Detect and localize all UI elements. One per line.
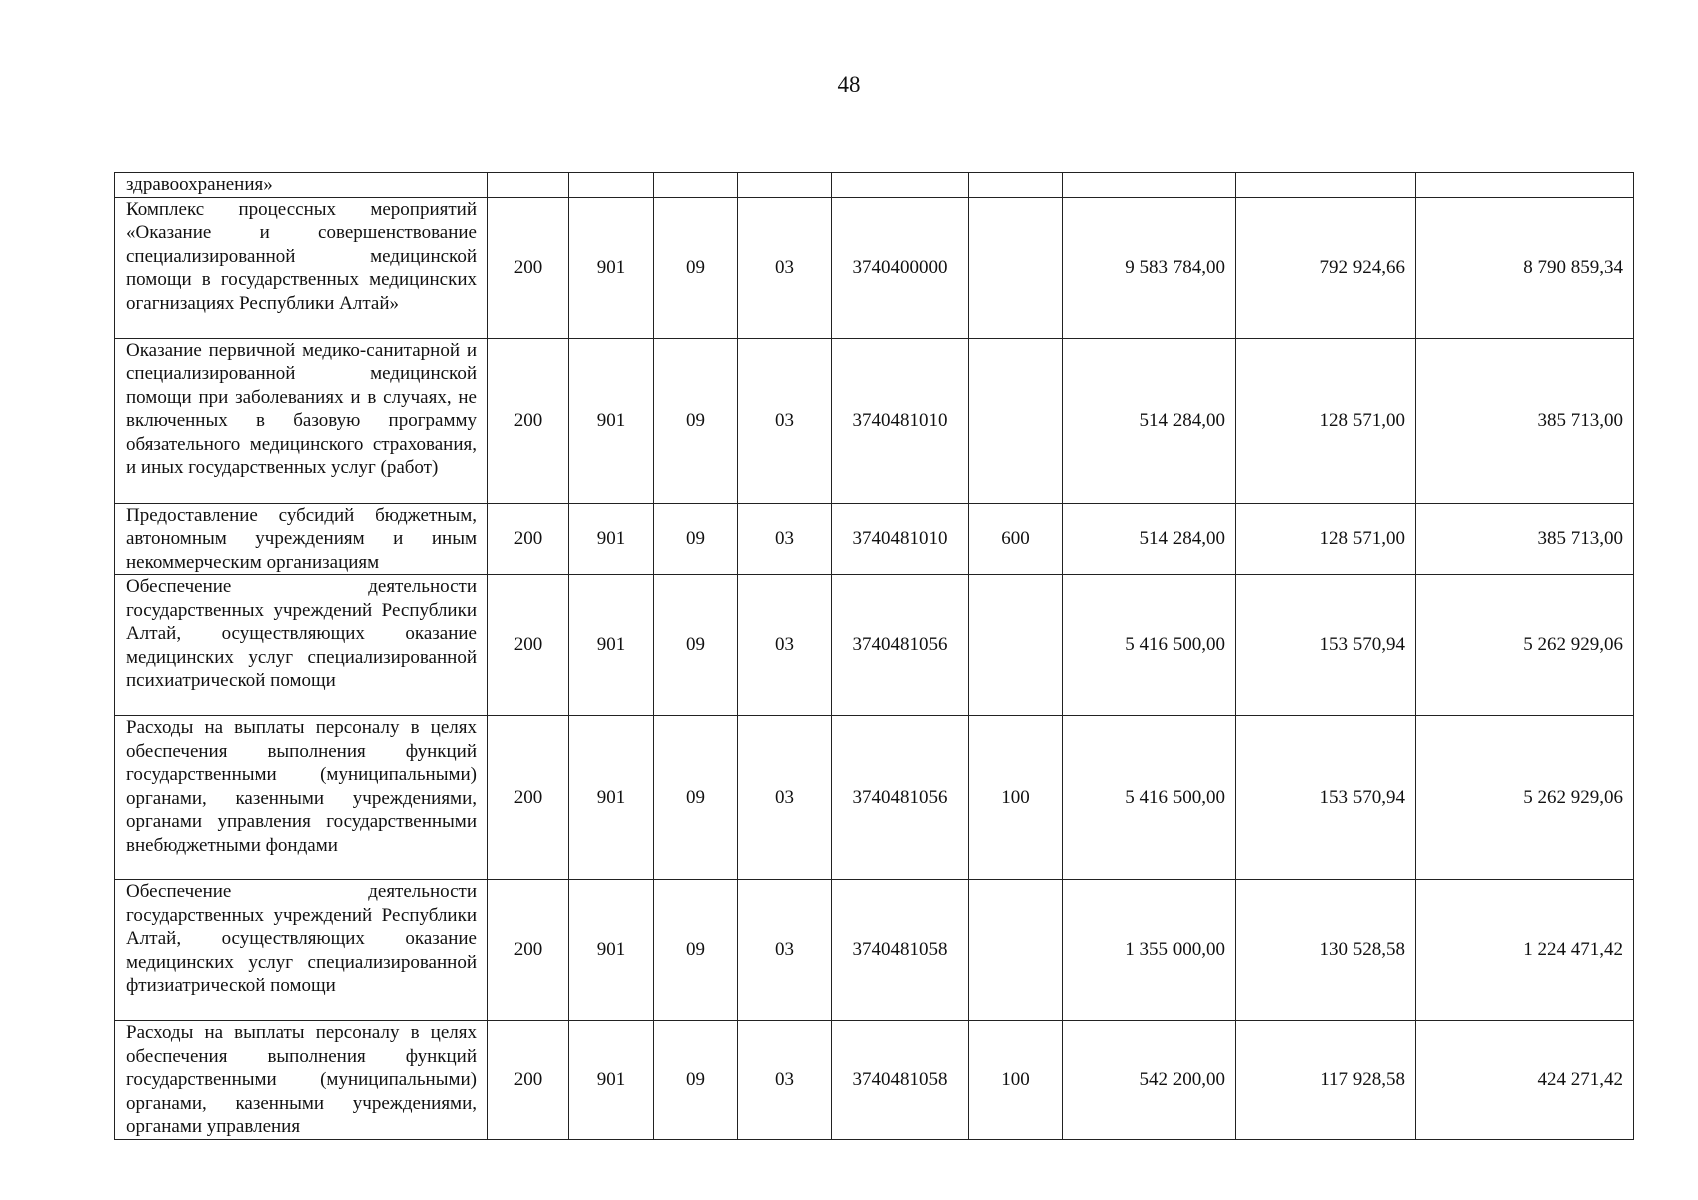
cell-grbs: 901: [569, 880, 654, 1021]
cell-ppp: 200: [488, 1021, 569, 1140]
cell-csr: 3740481058: [832, 880, 969, 1021]
cell-vr: 100: [969, 1021, 1063, 1140]
cell-plan: 5 416 500,00: [1063, 575, 1236, 716]
cell-pr: 03: [738, 503, 832, 575]
cell-rz: 09: [654, 503, 738, 575]
table-row: [115, 1021, 1634, 1140]
table-row: [115, 338, 1634, 503]
cell-plan: [1063, 173, 1236, 198]
cell-grbs: 901: [569, 197, 654, 338]
cell-plan: 514 284,00: [1063, 338, 1236, 503]
cell-pr: 03: [738, 575, 832, 716]
table-row: [115, 197, 1634, 338]
cell-plan: 5 416 500,00: [1063, 716, 1236, 880]
cell-vr: [969, 338, 1063, 503]
cell-csr: 3740481058: [832, 1021, 969, 1140]
cell-executed: 128 571,00: [1236, 338, 1416, 503]
row-description: Обеспечение деятельности государственных учреждений Республики Алтай, осуществляющих оказание медицинских услуг специализированной психиатрической помощи: [115, 575, 488, 716]
cell-remaining: 1 224 471,42: [1416, 880, 1634, 1021]
cell-executed: 153 570,94: [1236, 575, 1416, 716]
cell-csr: 3740481056: [832, 716, 969, 880]
cell-executed: [1236, 173, 1416, 198]
cell-remaining: 385 713,00: [1416, 338, 1634, 503]
cell-grbs: 901: [569, 575, 654, 716]
cell-remaining: 385 713,00: [1416, 503, 1634, 575]
cell-vr: [969, 575, 1063, 716]
cell-ppp: 200: [488, 716, 569, 880]
cell-csr: 3740400000: [832, 197, 969, 338]
row-description: Комплекс процессных мероприятий «Оказание и совершенствование специализированной медицинской помощи в государственных медицинских огагнизациях Республики Алтай»: [115, 197, 488, 338]
cell-plan: 514 284,00: [1063, 503, 1236, 575]
cell-remaining: 424 271,42: [1416, 1021, 1634, 1140]
budget-table: [114, 172, 1634, 1140]
cell-executed: 792 924,66: [1236, 197, 1416, 338]
row-description: Обеспечение деятельности государственных учреждений Республики Алтай, осуществляющих оказание медицинских услуг специализированной фтизиатрической помощи: [115, 880, 488, 1021]
cell-executed: 128 571,00: [1236, 503, 1416, 575]
cell-rz: 09: [654, 197, 738, 338]
cell-grbs: [569, 173, 654, 198]
cell-pr: 03: [738, 716, 832, 880]
cell-pr: 03: [738, 880, 832, 1021]
cell-ppp: 200: [488, 575, 569, 716]
cell-rz: [654, 173, 738, 198]
row-description: Расходы на выплаты персоналу в целях обеспечения выполнения функций государственными (муниципальными) органами, казенными учреждениями, органами управления государственными внебюджетными фондами: [115, 716, 488, 880]
cell-plan: 9 583 784,00: [1063, 197, 1236, 338]
cell-ppp: 200: [488, 197, 569, 338]
row-description: Расходы на выплаты персоналу в целях обеспечения выполнения функций государственными (муниципальными) органами, казенными учреждениями, органами управления: [115, 1021, 488, 1140]
cell-vr: [969, 173, 1063, 198]
cell-ppp: 200: [488, 338, 569, 503]
table-row: [115, 716, 1634, 880]
cell-grbs: 901: [569, 338, 654, 503]
cell-rz: 09: [654, 880, 738, 1021]
page-number: 48: [837, 72, 861, 97]
cell-executed: 117 928,58: [1236, 1021, 1416, 1140]
cell-remaining: 5 262 929,06: [1416, 575, 1634, 716]
cell-executed: 153 570,94: [1236, 716, 1416, 880]
cell-pr: 03: [738, 197, 832, 338]
table-row: [115, 880, 1634, 1021]
cell-vr: 600: [969, 503, 1063, 575]
cell-plan: 1 355 000,00: [1063, 880, 1236, 1021]
cell-rz: 09: [654, 575, 738, 716]
cell-ppp: 200: [488, 880, 569, 1021]
cell-ppp: 200: [488, 503, 569, 575]
cell-vr: [969, 197, 1063, 338]
cell-rz: 09: [654, 716, 738, 880]
cell-pr: 03: [738, 338, 832, 503]
cell-grbs: 901: [569, 1021, 654, 1140]
cell-vr: [969, 880, 1063, 1021]
cell-rz: 09: [654, 1021, 738, 1140]
cell-vr: 100: [969, 716, 1063, 880]
row-description: здравоохранения»: [115, 173, 488, 198]
table-row: [115, 575, 1634, 716]
cell-grbs: 901: [569, 503, 654, 575]
row-description: Оказание первичной медико-санитарной и специализированной медицинской помощи при заболеваниях и в случаях, не включенных в базовую программу обязательного медицинского страхования, и иных государственных услуг (работ): [115, 338, 488, 503]
cell-ppp: [488, 173, 569, 198]
cell-grbs: 901: [569, 716, 654, 880]
cell-executed: 130 528,58: [1236, 880, 1416, 1021]
cell-csr: 3740481010: [832, 503, 969, 575]
cell-remaining: 8 790 859,34: [1416, 197, 1634, 338]
table-row: [115, 173, 1634, 198]
cell-csr: 3740481010: [832, 338, 969, 503]
cell-plan: 542 200,00: [1063, 1021, 1236, 1140]
cell-pr: 03: [738, 1021, 832, 1140]
cell-remaining: [1416, 173, 1634, 198]
table-row: [115, 503, 1634, 575]
cell-csr: [832, 173, 969, 198]
cell-remaining: 5 262 929,06: [1416, 716, 1634, 880]
cell-rz: 09: [654, 338, 738, 503]
cell-csr: 3740481056: [832, 575, 969, 716]
cell-pr: [738, 173, 832, 198]
row-description: Предоставление субсидий бюджетным, автономным учреждениям и иным некоммерческим организациям: [115, 503, 488, 575]
